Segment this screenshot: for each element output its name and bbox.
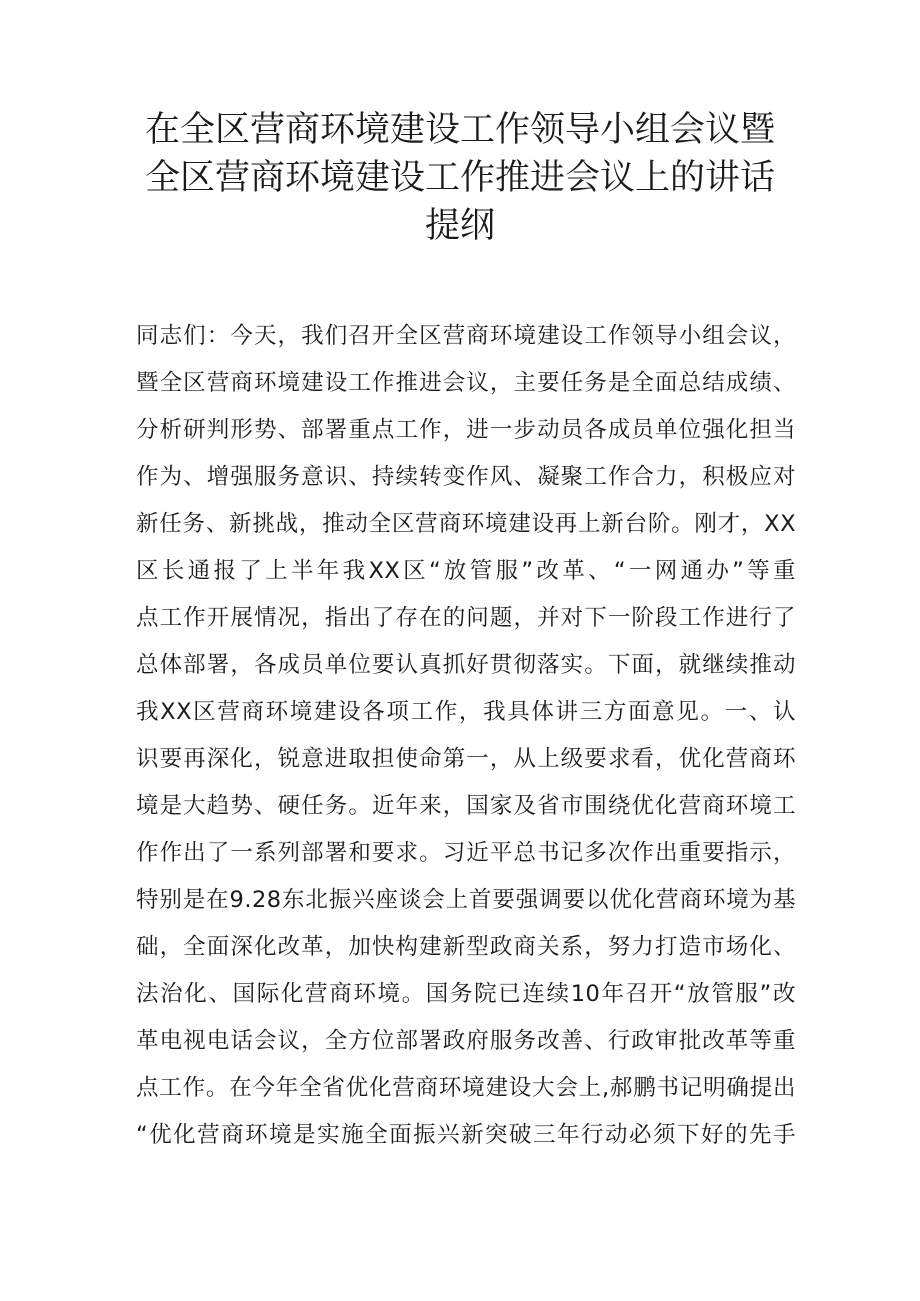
body-line: 特别是在9.28东北振兴座谈会上首要强调要以优化营商环境为基 (136, 887, 796, 913)
title-line-2: 全区营商环境建设工作推进会议上的讲话 (144, 158, 775, 198)
body-line: 总体部署，各成员单位要认真抓好贯彻落实。下面，就继续推动 (136, 652, 796, 678)
document-title (130, 106, 790, 250)
body-line: 作为、增强服务意识、持续转变作风、凝聚工作合力，积极应对 (136, 464, 796, 490)
body-line: 识要再深化，锐意进取担使命第一，从上级要求看，优化营商环 (136, 746, 796, 772)
body-line: 分析研判形势、部署重点工作，进一步动员各成员单位强化担当 (136, 417, 796, 443)
body-line: 暨全区营商环境建设工作推进会议，主要任务是全面总结成绩、 (136, 370, 796, 396)
body-line: 我XX区营商环境建设各项工作，我具体讲三方面意见。一、认 (136, 699, 796, 725)
body-line: 境是大趋势、硬任务。近年来，国家及省市围绕优化营商环境工 (136, 793, 796, 819)
title-line-3: 提纲 (424, 206, 495, 246)
body-line: 作作出了一系列部署和要求。习近平总书记多次作出重要指示， (136, 840, 796, 866)
body-line: 法治化、国际化营商环境。国务院已连续10年召开“放管服”改 (136, 981, 796, 1007)
body-line: 区长通报了上半年我XX区“放管服”改革、“一网通办”等重 (136, 558, 796, 584)
body-line: 点工作开展情况，指出了存在的问题，并对下一阶段工作进行了 (136, 605, 796, 631)
body-line: 同志们：今天，我们召开全区营商环境建设工作领导小组会议， (136, 323, 796, 349)
body-line: 新任务、新挑战，推动全区营商环境建设再上新台阶。刚才，XX (136, 511, 796, 537)
body-line: 点工作。在今年全省优化营商环境建设大会上,郝鹏书记明确提出 (136, 1075, 796, 1101)
title-line-1: 在全区营商环境建设工作领导小组会议暨 (144, 110, 775, 150)
body-line: “优化营商环境是实施全面振兴新突破三年行动必须下好的先手 (136, 1122, 796, 1148)
body-line: 革电视电话会议，全方位部署政府服务改善、行政审批改革等重 (136, 1028, 796, 1054)
document-body (136, 313, 796, 1159)
body-line: 础，全面深化改革，加快构建新型政商关系，努力打造市场化、 (136, 934, 796, 960)
